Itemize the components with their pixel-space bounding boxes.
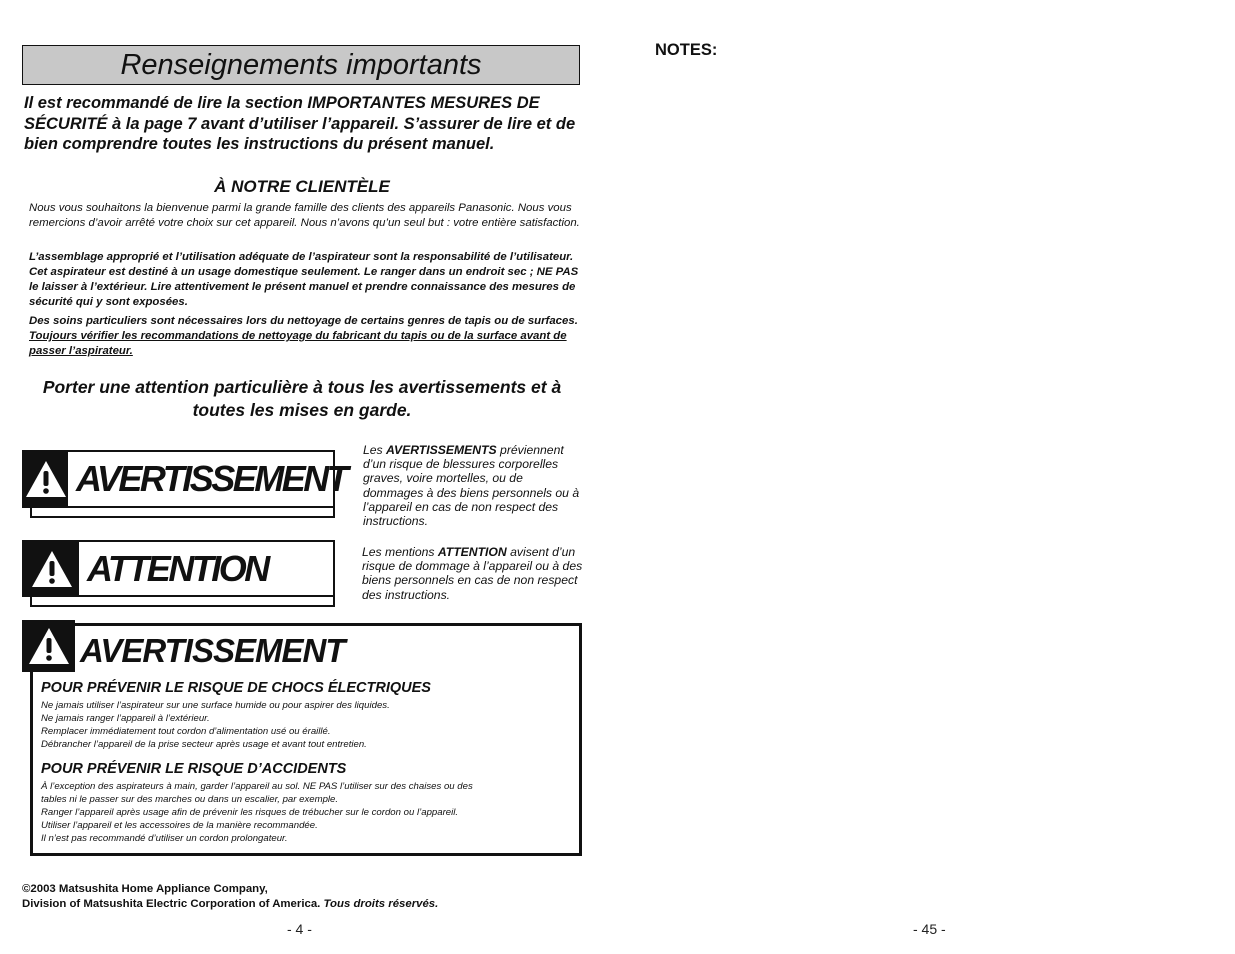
page-number-left: - 4 - [287, 921, 312, 937]
list-item: À l’exception des aspirateurs à main, garder l’appareil au sol. NE PAS l’utiliser sur des chaises ou des [41, 781, 473, 792]
copyright [22, 882, 438, 911]
attention-desc-prefix: Les mentions [362, 545, 435, 559]
shock-list [41, 699, 571, 751]
responsibility-paragraph: L’assemblage approprié et l’utilisation adéquate de l’aspirateur sont la responsabilité de l’utilisateur. Cet aspirateur est destiné à un usage domestique seulement. Le ranger dans un endroit sec ; NE PAS le laisser à l’extérieur. Lire attentivement le présent manuel et prendre connaissance des mesures de sécurité qui y sont exposées. [29, 251, 579, 308]
avertissement-label: AVERTISSEMENT [76, 458, 347, 499]
attention-desc-bold: ATTENTION [437, 545, 507, 559]
client-heading: À NOTRE CLIENTÈLE [214, 177, 390, 196]
welcome-paragraph: Nous vous souhaitons la bienvenue parmi la grande famille des clients des appareils Panasonic. Nous vous remercions d’avoir arrêté votre choix sur cet appareil. Nous n’avons qu’un seul but : votre entière satisfaction. [29, 202, 580, 229]
warning-triangle-icon [22, 620, 75, 672]
copyright-line-1: ©2003 Matsushita Home Appliance Company, [22, 883, 268, 895]
list-item: Remplacer immédiatement tout cordon d’alimentation usé ou éraillé. [41, 726, 331, 737]
avertissement-desc-rest: préviennent d’un risque de blessures corporelles graves, voire mortelles, ou de dommages à des biens personnels ou à l’appareil en cas de non respect des instructions. [363, 443, 580, 529]
list-item: Il n’est pas recommandé d’utiliser un cordon prolongateur. [41, 833, 288, 844]
page-number-right: - 45 - [913, 921, 946, 937]
list-item: Ne jamais utiliser l’aspirateur sur une surface humide ou pour aspirer des liquides. [41, 700, 390, 711]
section-title-bar [22, 45, 580, 85]
intro-paragraph: Il est recommandé de lire la section IMPORTANTES MESURES DE SÉCURITÉ à la page 7 avant d’utiliser l’appareil. S’assurer de lire et de bien comprendre toutes les instructions du présent manuel. [24, 94, 576, 153]
notes-heading: NOTES: [655, 41, 718, 59]
avertissement-signal-box [22, 450, 347, 508]
avertissement-description [363, 443, 583, 528]
care-text: Des soins particuliers sont nécessaires lors du nettoyage de certains genres de tapis ou de surfaces. [29, 315, 578, 327]
care-paragraph [29, 314, 585, 359]
page-title: Renseignements importants [120, 48, 482, 81]
avertissement-desc-prefix: Les [363, 443, 383, 457]
list-item: Débrancher l’appareil de la prise secteur après usage et avant tout entretien. [41, 739, 367, 750]
attention-label: ATTENTION [87, 547, 268, 589]
shock-heading: POUR PRÉVENIR LE RISQUE DE CHOCS ÉLECTRIQUES [41, 680, 431, 696]
safety-box-label: AVERTISSEMENT [80, 632, 345, 669]
care-underlined-text: Toujours vérifier les recommandations de nettoyage du fabricant du tapis ou de la surface avant de passer l’aspirateur. [29, 330, 567, 357]
accident-list [41, 780, 571, 845]
warning-triangle-icon [24, 542, 79, 595]
copyright-line-2 [22, 897, 438, 912]
attention-signal-box [22, 540, 335, 597]
attention-description [362, 545, 584, 602]
avertissement-desc-bold: AVERTISSEMENTS [386, 443, 497, 457]
list-item: Ne jamais ranger l’appareil à l’extérieur. [41, 713, 210, 724]
attention-desc-rest: avisent d’un risque de dommage à l’appareil ou à des biens personnels en cas de non respect des instructions. [362, 545, 583, 602]
attention-note: Porter une attention particulière à tous les avertissements et à toutes les mises en garde. [42, 377, 562, 420]
accident-heading: POUR PRÉVENIR LE RISQUE D’ACCIDENTS [41, 761, 347, 777]
warning-triangle-icon [24, 452, 68, 506]
copyright-rights: Tous droits réservés. [323, 897, 439, 910]
copyright-company: Division of Matsushita Electric Corporation of America. [22, 897, 321, 910]
list-item: Ranger l’appareil après usage afin de prévenir les risques de trébucher sur le cordon ou l’appareil. [41, 807, 459, 818]
list-item: Utiliser l’appareil et les accessoires de la manière recommandée. [41, 820, 318, 831]
list-item: tables ni le passer sur des marches ou dans un escalier, par exemple. [41, 794, 339, 805]
